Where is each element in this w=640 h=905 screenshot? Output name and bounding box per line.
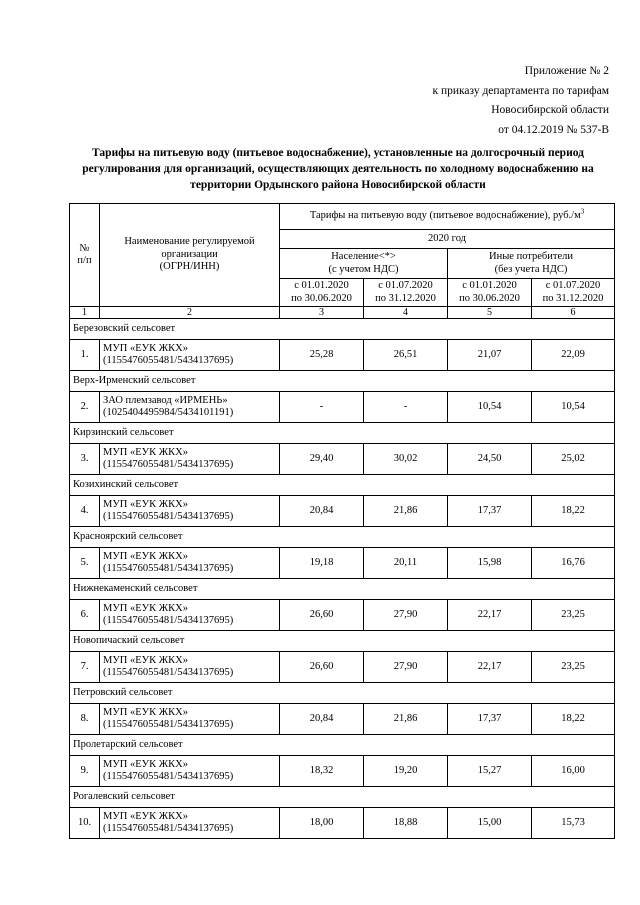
- tariff-value: 16,00: [532, 756, 615, 787]
- organization-name: МУП «ЕУК ЖКХ» (1155476055481/5434137695): [100, 444, 280, 475]
- section-name: Березовский сельсовет: [70, 319, 615, 340]
- col-number-5: 5: [448, 307, 532, 319]
- tariff-value: 17,37: [448, 496, 532, 527]
- tariffs-table: [69, 203, 615, 839]
- annex-line-1: Приложение № 2: [524, 65, 609, 77]
- header-period-3-text: с 01.01.2020 по 30.06.2020: [459, 280, 520, 304]
- header-year-text: 2020 год: [428, 232, 466, 244]
- tariff-value: 18,00: [280, 808, 364, 839]
- tariff-value: 27,90: [364, 600, 448, 631]
- section-row: [70, 631, 615, 652]
- tariff-value: 30,02: [364, 444, 448, 475]
- section-name: Пролетарский сельсовет: [70, 735, 615, 756]
- col-number-6: 6: [532, 307, 615, 319]
- row-number: 10.: [70, 808, 100, 839]
- tariff-value: 20,84: [280, 704, 364, 735]
- header-period-4-text: с 01.07.2020 по 31.12.2020: [542, 280, 604, 304]
- header-period-4: [532, 279, 615, 307]
- header-population-text: Население<*> (с учетом НДС): [328, 251, 399, 275]
- header-org-text: Наименование регулируемой организации (ОГРН/ИНН): [124, 236, 255, 273]
- tariff-value: 21,86: [364, 496, 448, 527]
- header-tariffs: [280, 204, 615, 230]
- row-number: 4.: [70, 496, 100, 527]
- document-title: Тарифы на питьевую воду (питьевое водоснабжение), установленные на долгосрочный период регулирования для организаций, осуществляющих деятельность по холодному водоснабжению на территории Ордынского района Новосибирской области: [82, 147, 594, 191]
- section-row: [70, 579, 615, 600]
- tariff-value: 16,76: [532, 548, 615, 579]
- section-name: Козихинский сельсовет: [70, 475, 615, 496]
- annex-block: [432, 62, 609, 140]
- table-row: [70, 548, 615, 579]
- tariff-value: 21,86: [364, 704, 448, 735]
- organization-name: МУП «ЕУК ЖКХ» (1155476055481/5434137695): [100, 548, 280, 579]
- row-number: 7.: [70, 652, 100, 683]
- tariff-value: -: [280, 392, 364, 423]
- table-row: [70, 756, 615, 787]
- section-name: Рогалевский сельсовет: [70, 787, 615, 808]
- section-name: Красноярский сельсовет: [70, 527, 615, 548]
- organization-name: ЗАО племзавод «ИРМЕНЬ» (1025404495984/5434101191): [100, 392, 280, 423]
- tariff-value: 18,88: [364, 808, 448, 839]
- table-row: [70, 600, 615, 631]
- row-number: 2.: [70, 392, 100, 423]
- header-period-1-text: с 01.01.2020 по 30.06.2020: [291, 280, 352, 304]
- section-row: [70, 475, 615, 496]
- section-row: [70, 735, 615, 756]
- annex-line-3: Новосибирской области: [491, 104, 609, 116]
- tariff-value: 18,32: [280, 756, 364, 787]
- header-tariffs-unit-sup: 3: [580, 207, 585, 216]
- tariff-value: 22,09: [532, 340, 615, 371]
- section-row: [70, 423, 615, 444]
- table-row: [70, 808, 615, 839]
- tariff-value: 24,50: [448, 444, 532, 475]
- header-org: [100, 204, 280, 307]
- row-number: 5.: [70, 548, 100, 579]
- organization-name: МУП «ЕУК ЖКХ» (1155476055481/5434137695): [100, 340, 280, 371]
- table-row: [70, 496, 615, 527]
- header-period-2-text: с 01.07.2020 по 31.12.2020: [375, 280, 436, 304]
- col-number-2: 2: [100, 307, 280, 319]
- tariff-value: 29,40: [280, 444, 364, 475]
- header-period-1: [280, 279, 364, 307]
- header-period-3: [448, 279, 532, 307]
- section-row: [70, 683, 615, 704]
- col-number-3: 3: [280, 307, 364, 319]
- organization-name: МУП «ЕУК ЖКХ» (1155476055481/5434137695): [100, 808, 280, 839]
- section-row: [70, 319, 615, 340]
- tariff-value: 20,84: [280, 496, 364, 527]
- row-number: 1.: [70, 340, 100, 371]
- tariff-value: 25,02: [532, 444, 615, 475]
- tariff-value: 20,11: [364, 548, 448, 579]
- table-row: [70, 652, 615, 683]
- row-number: 6.: [70, 600, 100, 631]
- tariff-value: 15,27: [448, 756, 532, 787]
- tariff-value: 18,22: [532, 496, 615, 527]
- tariff-value: 25,28: [280, 340, 364, 371]
- header-population: [280, 249, 448, 279]
- section-row: [70, 787, 615, 808]
- table-row: [70, 392, 615, 423]
- organization-name: МУП «ЕУК ЖКХ» (1155476055481/5434137695): [100, 756, 280, 787]
- tariff-value: 22,17: [448, 652, 532, 683]
- tariff-value: 27,90: [364, 652, 448, 683]
- tariff-value: 23,25: [532, 652, 615, 683]
- tariff-value: 22,17: [448, 600, 532, 631]
- header-other-text: Иные потребители (без учета НДС): [489, 251, 574, 275]
- tariff-value: 26,51: [364, 340, 448, 371]
- organization-name: МУП «ЕУК ЖКХ» (1155476055481/5434137695): [100, 704, 280, 735]
- header-num: [70, 204, 100, 307]
- section-name: Петровский сельсовет: [70, 683, 615, 704]
- tariff-value: 10,54: [532, 392, 615, 423]
- section-name: Новопичаский сельсовет: [70, 631, 615, 652]
- col-number-4: 4: [364, 307, 448, 319]
- header-tariffs-text: Тарифы на питьевую воду (питьевое водоснабжение), руб./м: [309, 210, 581, 222]
- row-number: 9.: [70, 756, 100, 787]
- section-name: Верх-Ирменский сельсовет: [70, 371, 615, 392]
- annex-line-4: от 04.12.2019 № 537-В: [498, 123, 609, 136]
- row-number: 3.: [70, 444, 100, 475]
- tariff-value: 19,18: [280, 548, 364, 579]
- table-row: [70, 340, 615, 371]
- section-name: Нижнекаменский сельсовет: [70, 579, 615, 600]
- section-row: [70, 527, 615, 548]
- table-row: [70, 444, 615, 475]
- section-name: Кирзинский сельсовет: [70, 423, 615, 444]
- tariff-value: 10,54: [448, 392, 532, 423]
- tariff-value: 26,60: [280, 652, 364, 683]
- organization-name: МУП «ЕУК ЖКХ» (1155476055481/5434137695): [100, 652, 280, 683]
- column-numbers-row: [70, 307, 615, 319]
- header-num-text: № п/п: [77, 242, 92, 266]
- organization-name: МУП «ЕУК ЖКХ» (1155476055481/5434137695): [100, 496, 280, 527]
- tariff-value: 17,37: [448, 704, 532, 735]
- table-row: [70, 704, 615, 735]
- tariff-value: 15,98: [448, 548, 532, 579]
- col-number-1: 1: [70, 307, 100, 319]
- tariff-value: 23,25: [532, 600, 615, 631]
- header-period-2: [364, 279, 448, 307]
- tariff-value: 15,00: [448, 808, 532, 839]
- section-row: [70, 371, 615, 392]
- header-year: [280, 230, 615, 249]
- tariff-value: 15,73: [532, 808, 615, 839]
- organization-name: МУП «ЕУК ЖКХ» (1155476055481/5434137695): [100, 600, 280, 631]
- tariff-value: 18,22: [532, 704, 615, 735]
- tariff-value: -: [364, 392, 448, 423]
- annex-line-2: к приказу департамента по тарифам: [432, 84, 609, 97]
- tariff-value: 21,07: [448, 340, 532, 371]
- tariff-value: 26,60: [280, 600, 364, 631]
- tariff-value: 19,20: [364, 756, 448, 787]
- header-other: [448, 249, 615, 279]
- row-number: 8.: [70, 704, 100, 735]
